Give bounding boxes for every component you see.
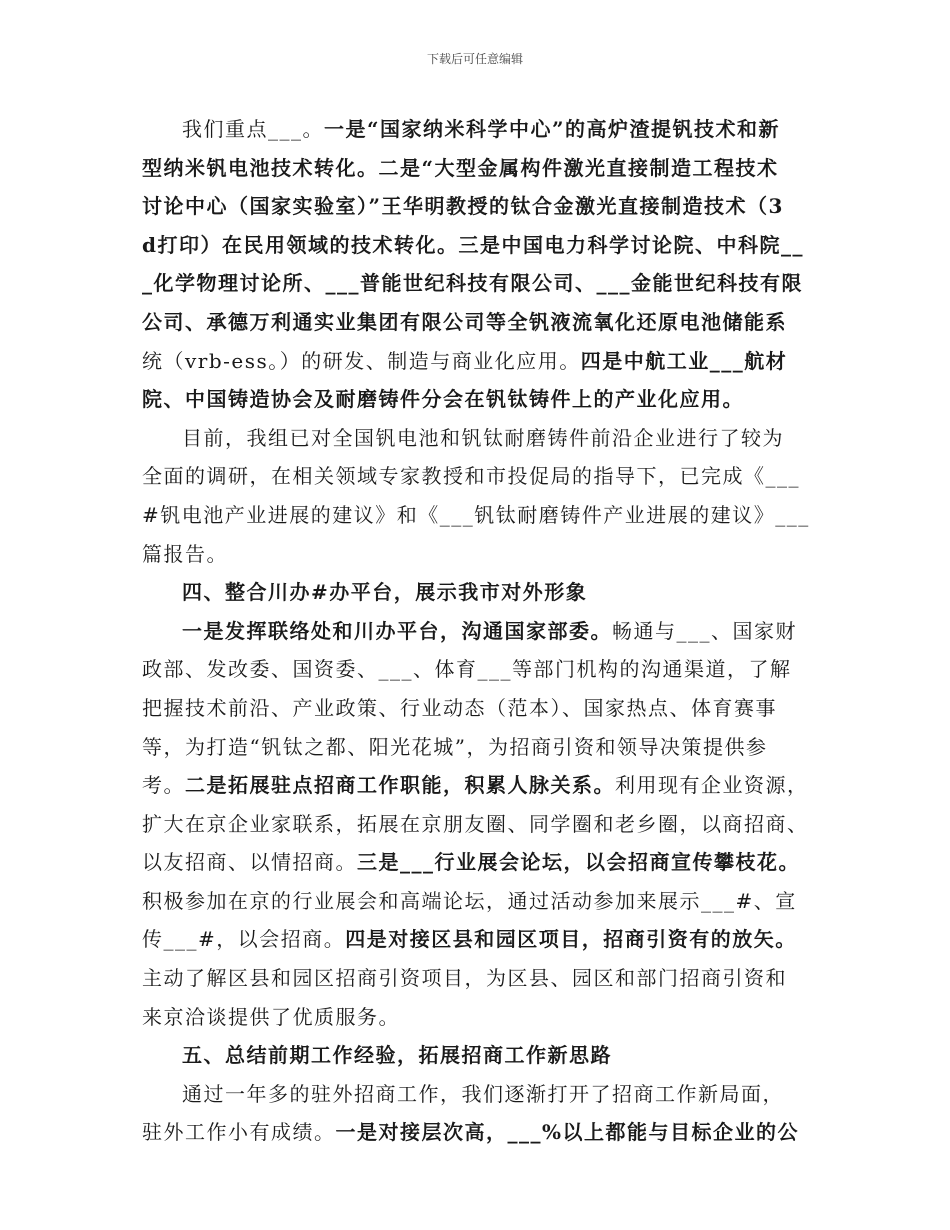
text-line [142, 689, 814, 728]
text-line [142, 612, 814, 651]
text-line [142, 959, 814, 998]
bold-text: 二是拓展驻点招商工作职能，积累人脉关系。 [185, 773, 615, 798]
text-line [142, 457, 814, 496]
text-line [142, 496, 814, 535]
text-line [142, 264, 814, 303]
body-text: 我们重点___。 [182, 117, 324, 141]
text-line [142, 535, 814, 574]
text-line [142, 1113, 814, 1152]
bold-text: 五、总结前期工作经验，拓展招商工作新思路 [182, 1043, 612, 1068]
bold-text: 公司、承德万利通实业集团有限公司等全钒液流氧化还原电池储能系 [142, 309, 787, 334]
body-text: 传___#，以会招商。 [142, 927, 346, 952]
text-line [142, 1075, 814, 1114]
body-text: 主动了解区县和园区招商引资项目，为区县、园区和部门招商引资和 [142, 966, 787, 991]
text-line [142, 1036, 814, 1075]
body-text: 扩大在京企业家联系，拓展在京朋友圈、同学圈和老乡圈，以商招商、 [142, 811, 809, 836]
text-line [142, 342, 814, 381]
bold-text: 一是发挥联络处和川办平台，沟通国家部委。 [182, 618, 612, 643]
bold-text: 型纳米钒电池技术转化。二是“大型金属构件激光直接制造工程技术 [142, 155, 779, 180]
document-body [142, 110, 814, 1152]
body-text: 全面的调研，在相关领域专家教授和市投促局的指导下，已完成《___ [142, 464, 800, 489]
text-line [142, 998, 814, 1037]
body-text: 以友招商、以情招商。 [142, 850, 357, 875]
body-text: 畅通与___、国家财 [612, 618, 797, 643]
text-line [142, 187, 814, 226]
text-line [142, 650, 814, 689]
text-line [142, 882, 814, 921]
text-line [142, 766, 814, 805]
bold-text: 一是“国家纳米科学中心”的高炉渣提钒技术和新 [324, 117, 781, 141]
text-line [142, 226, 814, 265]
page-header: 下载后可任意编辑 [426, 52, 523, 66]
bold-text: d打印）在民用领域的技术转化。三是中国电力科学讨论院、中科院__ [142, 232, 804, 257]
bold-text: _化学物理讨论所、___普能世纪科技有限公司、___金能世纪科技有限 [142, 271, 803, 296]
body-text: 积极参加在京的行业展会和高端论坛，通过活动参加来展示___#、宣 [142, 888, 797, 913]
body-text: 目前，我组已对全国钒电池和钒钛耐磨铸件前沿企业进行了较为 [182, 425, 784, 450]
body-text: 驻外工作小有成绩。 [142, 1120, 336, 1145]
text-line [142, 728, 814, 767]
body-text: 来京洽谈提供了优质服务。 [142, 1004, 400, 1029]
text-line [142, 573, 814, 612]
bold-text: 院、中国铸造协会及耐磨铸件分会在钒钛铸件上的产业化应用。 [142, 387, 744, 412]
bold-text: 三是___行业展会论坛，以会招商宣传攀枝花。 [357, 850, 800, 875]
body-text: 把握技术前沿、产业政策、行业动态（范本）、国家热点、体育赛事 [142, 695, 777, 720]
bold-text: 四、整合川办#办平台，展示我市对外形象 [182, 580, 588, 605]
body-text: 通过一年多的驻外招商工作，我们逐渐打开了招商工作新局面， [182, 1081, 784, 1106]
text-line [142, 843, 814, 882]
text-line [142, 380, 814, 419]
body-text: 利用现有企业资源， [615, 773, 809, 798]
body-text: 政部、发改委、国资委、___、体育___等部门机构的沟通渠道，了解 [142, 657, 792, 682]
body-text: 篇报告。 [142, 541, 228, 566]
bold-text: 一是对接层次高，___%以上都能与目标企业的公 [335, 1120, 800, 1145]
bold-text: 讨论中心（国家实验室）”王华明教授的钛合金激光直接制造技术（3 [142, 194, 784, 219]
text-line [142, 805, 814, 844]
body-text: #钒电池产业进展的建议》和《___钒钛耐磨铸件产业进展的建议》___ [142, 502, 810, 527]
text-line [142, 419, 814, 458]
bold-text: 四是对接区县和园区项目，招商引资有的放矢。 [345, 927, 797, 952]
body-text: 等，为打造“钒钛之都、阳光花城”，为招商引资和领导决策提供参 [142, 734, 768, 759]
text-line [142, 149, 814, 188]
bold-text: 四是中航工业___航材 [580, 348, 788, 373]
text-line [142, 920, 814, 959]
body-text: 统（vrb-ess。）的研发、制造与商业化应用。 [142, 348, 581, 373]
text-line [142, 110, 814, 149]
text-line [142, 303, 814, 342]
body-text: 考。 [142, 773, 185, 798]
